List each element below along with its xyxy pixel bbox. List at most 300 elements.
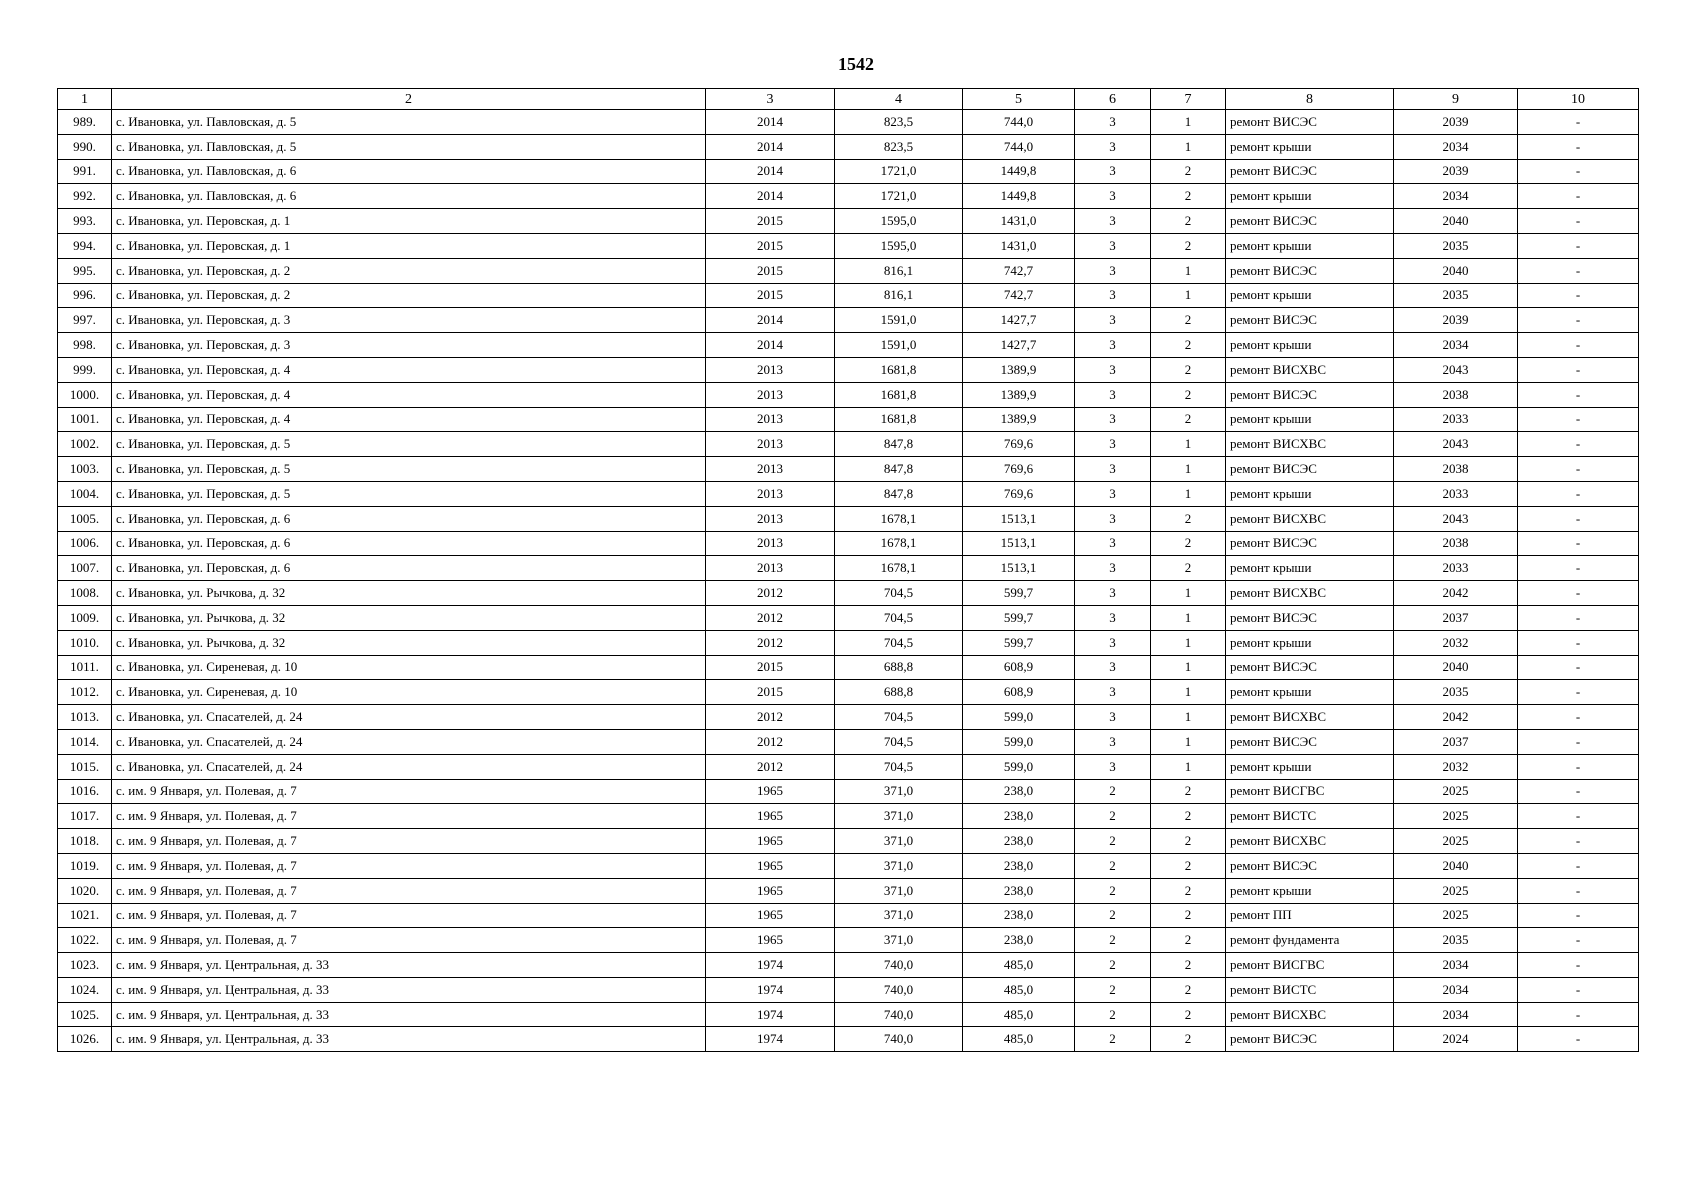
floors-cell: 3 [1075, 457, 1151, 482]
total-area-cell: 740,0 [835, 977, 963, 1002]
build-year-cell: 2012 [706, 581, 835, 606]
address-cell: с. Ивановка, ул. Рычкова, д. 32 [112, 605, 706, 630]
work-type-cell: ремонт крыши [1226, 481, 1394, 506]
entrances-cell: 2 [1151, 333, 1226, 358]
total-area-cell: 704,5 [835, 754, 963, 779]
work-type-cell: ремонт ВИСХВС [1226, 1002, 1394, 1027]
note-cell: - [1518, 432, 1639, 457]
floors-cell: 2 [1075, 829, 1151, 854]
row-number-cell: 997. [58, 308, 112, 333]
living-area-cell: 485,0 [963, 953, 1075, 978]
table-row [58, 432, 1639, 457]
note-cell: - [1518, 556, 1639, 581]
row-number-cell: 992. [58, 184, 112, 209]
build-year-cell: 2012 [706, 630, 835, 655]
work-type-cell: ремонт крыши [1226, 680, 1394, 705]
address-cell: с. Ивановка, ул. Спасателей, д. 24 [112, 729, 706, 754]
living-area-cell: 485,0 [963, 1027, 1075, 1052]
address-cell: с. Ивановка, ул. Перовская, д. 5 [112, 481, 706, 506]
note-cell: - [1518, 903, 1639, 928]
table-row [58, 333, 1639, 358]
row-number-cell: 1025. [58, 1002, 112, 1027]
entrances-cell: 1 [1151, 729, 1226, 754]
floors-cell: 3 [1075, 407, 1151, 432]
total-area-cell: 1591,0 [835, 333, 963, 358]
floors-cell: 3 [1075, 308, 1151, 333]
entrances-cell: 2 [1151, 233, 1226, 258]
floors-cell: 3 [1075, 110, 1151, 135]
entrances-cell: 1 [1151, 754, 1226, 779]
work-type-cell: ремонт ВИСХВС [1226, 432, 1394, 457]
note-cell: - [1518, 829, 1639, 854]
floors-cell: 3 [1075, 184, 1151, 209]
living-area-cell: 238,0 [963, 779, 1075, 804]
build-year-cell: 1974 [706, 977, 835, 1002]
work-type-cell: ремонт ВИСЭС [1226, 209, 1394, 234]
living-area-cell: 599,7 [963, 630, 1075, 655]
column-header: 7 [1151, 89, 1226, 110]
planned-year-cell: 2037 [1394, 605, 1518, 630]
planned-year-cell: 2038 [1394, 457, 1518, 482]
address-cell: с. Ивановка, ул. Спасателей, д. 24 [112, 754, 706, 779]
note-cell: - [1518, 333, 1639, 358]
note-cell: - [1518, 729, 1639, 754]
table-row [58, 853, 1639, 878]
work-type-cell: ремонт ВИСЭС [1226, 655, 1394, 680]
planned-year-cell: 2032 [1394, 754, 1518, 779]
table-row [58, 283, 1639, 308]
floors-cell: 3 [1075, 357, 1151, 382]
build-year-cell: 1965 [706, 804, 835, 829]
address-cell: с. Ивановка, ул. Перовская, д. 6 [112, 531, 706, 556]
living-area-cell: 1427,7 [963, 308, 1075, 333]
table-row [58, 258, 1639, 283]
build-year-cell: 1965 [706, 779, 835, 804]
entrances-cell: 2 [1151, 804, 1226, 829]
row-number-cell: 1009. [58, 605, 112, 630]
total-area-cell: 816,1 [835, 258, 963, 283]
note-cell: - [1518, 407, 1639, 432]
entrances-cell: 2 [1151, 903, 1226, 928]
entrances-cell: 1 [1151, 283, 1226, 308]
work-type-cell: ремонт ВИСГВС [1226, 779, 1394, 804]
note-cell: - [1518, 804, 1639, 829]
total-area-cell: 688,8 [835, 680, 963, 705]
build-year-cell: 2015 [706, 233, 835, 258]
table-row [58, 655, 1639, 680]
living-area-cell: 1431,0 [963, 209, 1075, 234]
floors-cell: 3 [1075, 134, 1151, 159]
total-area-cell: 816,1 [835, 283, 963, 308]
row-number-cell: 998. [58, 333, 112, 358]
living-area-cell: 1513,1 [963, 531, 1075, 556]
total-area-cell: 371,0 [835, 878, 963, 903]
work-type-cell: ремонт крыши [1226, 233, 1394, 258]
entrances-cell: 2 [1151, 506, 1226, 531]
work-type-cell: ремонт ВИСЭС [1226, 308, 1394, 333]
note-cell: - [1518, 283, 1639, 308]
address-cell: с. Ивановка, ул. Павловская, д. 6 [112, 159, 706, 184]
entrances-cell: 2 [1151, 209, 1226, 234]
table-row [58, 184, 1639, 209]
entrances-cell: 1 [1151, 110, 1226, 135]
address-cell: с. Ивановка, ул. Перовская, д. 2 [112, 283, 706, 308]
note-cell: - [1518, 357, 1639, 382]
note-cell: - [1518, 184, 1639, 209]
row-number-cell: 1016. [58, 779, 112, 804]
planned-year-cell: 2043 [1394, 357, 1518, 382]
table-row [58, 630, 1639, 655]
floors-cell: 3 [1075, 159, 1151, 184]
page-number: 1542 [838, 54, 874, 74]
planned-year-cell: 2039 [1394, 308, 1518, 333]
build-year-cell: 2013 [706, 506, 835, 531]
living-area-cell: 1513,1 [963, 506, 1075, 531]
address-cell: с. им. 9 Января, ул. Полевая, д. 7 [112, 878, 706, 903]
living-area-cell: 238,0 [963, 878, 1075, 903]
work-type-cell: ремонт ВИСЭС [1226, 382, 1394, 407]
work-type-cell: ремонт ВИСХВС [1226, 506, 1394, 531]
table-row [58, 953, 1639, 978]
living-area-cell: 1389,9 [963, 357, 1075, 382]
living-area-cell: 769,6 [963, 432, 1075, 457]
planned-year-cell: 2025 [1394, 878, 1518, 903]
address-cell: с. Ивановка, ул. Павловская, д. 5 [112, 110, 706, 135]
entrances-cell: 2 [1151, 1002, 1226, 1027]
total-area-cell: 371,0 [835, 779, 963, 804]
work-type-cell: ремонт ВИСГВС [1226, 953, 1394, 978]
floors-cell: 2 [1075, 977, 1151, 1002]
note-cell: - [1518, 457, 1639, 482]
table-row [58, 531, 1639, 556]
row-number-cell: 991. [58, 159, 112, 184]
living-area-cell: 238,0 [963, 829, 1075, 854]
table-row [58, 779, 1639, 804]
work-type-cell: ремонт крыши [1226, 878, 1394, 903]
build-year-cell: 2013 [706, 457, 835, 482]
build-year-cell: 2015 [706, 209, 835, 234]
note-cell: - [1518, 680, 1639, 705]
work-type-cell: ремонт ВИСХВС [1226, 581, 1394, 606]
note-cell: - [1518, 382, 1639, 407]
row-number-cell: 989. [58, 110, 112, 135]
total-area-cell: 740,0 [835, 953, 963, 978]
floors-cell: 2 [1075, 804, 1151, 829]
table-row [58, 233, 1639, 258]
entrances-cell: 2 [1151, 928, 1226, 953]
total-area-cell: 1678,1 [835, 556, 963, 581]
work-type-cell: ремонт ВИСЭС [1226, 110, 1394, 135]
build-year-cell: 2015 [706, 283, 835, 308]
living-area-cell: 599,7 [963, 605, 1075, 630]
planned-year-cell: 2034 [1394, 184, 1518, 209]
total-area-cell: 371,0 [835, 903, 963, 928]
planned-year-cell: 2025 [1394, 903, 1518, 928]
planned-year-cell: 2039 [1394, 159, 1518, 184]
table-row [58, 382, 1639, 407]
work-type-cell: ремонт ВИСЭС [1226, 1027, 1394, 1052]
build-year-cell: 2013 [706, 407, 835, 432]
living-area-cell: 599,0 [963, 729, 1075, 754]
build-year-cell: 2014 [706, 110, 835, 135]
address-cell: с. им. 9 Января, ул. Центральная, д. 33 [112, 953, 706, 978]
total-area-cell: 847,8 [835, 481, 963, 506]
table-row [58, 928, 1639, 953]
column-header: 2 [112, 89, 706, 110]
planned-year-cell: 2042 [1394, 705, 1518, 730]
build-year-cell: 2014 [706, 333, 835, 358]
total-area-cell: 371,0 [835, 928, 963, 953]
build-year-cell: 1965 [706, 928, 835, 953]
note-cell: - [1518, 308, 1639, 333]
total-area-cell: 1595,0 [835, 209, 963, 234]
build-year-cell: 1974 [706, 1027, 835, 1052]
note-cell: - [1518, 705, 1639, 730]
entrances-cell: 1 [1151, 457, 1226, 482]
row-number-cell: 1024. [58, 977, 112, 1002]
table-row [58, 977, 1639, 1002]
entrances-cell: 2 [1151, 779, 1226, 804]
address-cell: с. им. 9 Января, ул. Полевая, д. 7 [112, 779, 706, 804]
build-year-cell: 2013 [706, 531, 835, 556]
planned-year-cell: 2040 [1394, 853, 1518, 878]
total-area-cell: 823,5 [835, 134, 963, 159]
entrances-cell: 2 [1151, 953, 1226, 978]
total-area-cell: 823,5 [835, 110, 963, 135]
planned-year-cell: 2034 [1394, 333, 1518, 358]
work-type-cell: ремонт ВИСТС [1226, 977, 1394, 1002]
planned-year-cell: 2034 [1394, 977, 1518, 1002]
table-row [58, 159, 1639, 184]
floors-cell: 3 [1075, 680, 1151, 705]
living-area-cell: 1513,1 [963, 556, 1075, 581]
table-row [58, 878, 1639, 903]
table-row [58, 729, 1639, 754]
address-cell: с. Ивановка, ул. Перовская, д. 5 [112, 457, 706, 482]
build-year-cell: 2013 [706, 556, 835, 581]
build-year-cell: 2013 [706, 432, 835, 457]
build-year-cell: 2014 [706, 308, 835, 333]
planned-year-cell: 2040 [1394, 258, 1518, 283]
address-cell: с. Ивановка, ул. Перовская, д. 6 [112, 556, 706, 581]
column-header: 4 [835, 89, 963, 110]
note-cell: - [1518, 110, 1639, 135]
total-area-cell: 1721,0 [835, 159, 963, 184]
row-number-cell: 999. [58, 357, 112, 382]
work-type-cell: ремонт ВИСЭС [1226, 853, 1394, 878]
table-row [58, 754, 1639, 779]
build-year-cell: 1974 [706, 1002, 835, 1027]
build-year-cell: 1965 [706, 903, 835, 928]
table-row [58, 556, 1639, 581]
address-cell: с. им. 9 Января, ул. Полевая, д. 7 [112, 829, 706, 854]
total-area-cell: 1591,0 [835, 308, 963, 333]
table-row [58, 605, 1639, 630]
entrances-cell: 1 [1151, 432, 1226, 457]
total-area-cell: 371,0 [835, 829, 963, 854]
address-cell: с. Ивановка, ул. Перовская, д. 3 [112, 308, 706, 333]
living-area-cell: 608,9 [963, 680, 1075, 705]
work-type-cell: ремонт ВИСХВС [1226, 705, 1394, 730]
row-number-cell: 1002. [58, 432, 112, 457]
planned-year-cell: 2042 [1394, 581, 1518, 606]
living-area-cell: 742,7 [963, 258, 1075, 283]
work-type-cell: ремонт фундамента [1226, 928, 1394, 953]
column-header: 8 [1226, 89, 1394, 110]
build-year-cell: 1965 [706, 829, 835, 854]
table-row [58, 357, 1639, 382]
planned-year-cell: 2035 [1394, 928, 1518, 953]
row-number-cell: 995. [58, 258, 112, 283]
planned-year-cell: 2025 [1394, 829, 1518, 854]
table-row [58, 1027, 1639, 1052]
table-row [58, 110, 1639, 135]
work-type-cell: ремонт ВИСХВС [1226, 829, 1394, 854]
note-cell: - [1518, 1027, 1639, 1052]
entrances-cell: 2 [1151, 184, 1226, 209]
row-number-cell: 1010. [58, 630, 112, 655]
planned-year-cell: 2040 [1394, 655, 1518, 680]
floors-cell: 3 [1075, 506, 1151, 531]
address-cell: с. Ивановка, ул. Перовская, д. 4 [112, 382, 706, 407]
entrances-cell: 2 [1151, 556, 1226, 581]
column-header: 9 [1394, 89, 1518, 110]
floors-cell: 2 [1075, 878, 1151, 903]
row-number-cell: 1023. [58, 953, 112, 978]
entrances-cell: 1 [1151, 605, 1226, 630]
entrances-cell: 1 [1151, 581, 1226, 606]
floors-cell: 3 [1075, 556, 1151, 581]
total-area-cell: 1678,1 [835, 531, 963, 556]
living-area-cell: 1431,0 [963, 233, 1075, 258]
floors-cell: 2 [1075, 903, 1151, 928]
row-number-cell: 1012. [58, 680, 112, 705]
address-cell: с. Ивановка, ул. Павловская, д. 5 [112, 134, 706, 159]
entrances-cell: 2 [1151, 977, 1226, 1002]
total-area-cell: 704,5 [835, 581, 963, 606]
entrances-cell: 1 [1151, 481, 1226, 506]
planned-year-cell: 2040 [1394, 209, 1518, 234]
planned-year-cell: 2034 [1394, 1002, 1518, 1027]
planned-year-cell: 2035 [1394, 233, 1518, 258]
note-cell: - [1518, 134, 1639, 159]
floors-cell: 2 [1075, 928, 1151, 953]
total-area-cell: 371,0 [835, 853, 963, 878]
row-number-cell: 1015. [58, 754, 112, 779]
total-area-cell: 371,0 [835, 804, 963, 829]
address-cell: с. Ивановка, ул. Спасателей, д. 24 [112, 705, 706, 730]
floors-cell: 3 [1075, 333, 1151, 358]
build-year-cell: 2015 [706, 258, 835, 283]
address-cell: с. Ивановка, ул. Рычкова, д. 32 [112, 630, 706, 655]
total-area-cell: 1681,8 [835, 357, 963, 382]
address-cell: с. Ивановка, ул. Павловская, д. 6 [112, 184, 706, 209]
table-row [58, 804, 1639, 829]
floors-cell: 2 [1075, 853, 1151, 878]
entrances-cell: 1 [1151, 258, 1226, 283]
build-year-cell: 2012 [706, 705, 835, 730]
entrances-cell: 2 [1151, 357, 1226, 382]
column-header: 5 [963, 89, 1075, 110]
build-year-cell: 2013 [706, 382, 835, 407]
entrances-cell: 2 [1151, 159, 1226, 184]
total-area-cell: 704,5 [835, 630, 963, 655]
row-number-cell: 1017. [58, 804, 112, 829]
work-type-cell: ремонт ВИСЭС [1226, 729, 1394, 754]
total-area-cell: 704,5 [835, 605, 963, 630]
work-type-cell: ремонт ВИСЭС [1226, 258, 1394, 283]
address-cell: с. им. 9 Января, ул. Полевая, д. 7 [112, 928, 706, 953]
work-type-cell: ремонт крыши [1226, 407, 1394, 432]
living-area-cell: 744,0 [963, 110, 1075, 135]
note-cell: - [1518, 506, 1639, 531]
work-type-cell: ремонт крыши [1226, 630, 1394, 655]
floors-cell: 3 [1075, 581, 1151, 606]
row-number-cell: 1021. [58, 903, 112, 928]
address-cell: с. Ивановка, ул. Перовская, д. 1 [112, 209, 706, 234]
living-area-cell: 238,0 [963, 928, 1075, 953]
row-number-cell: 1013. [58, 705, 112, 730]
living-area-cell: 238,0 [963, 804, 1075, 829]
address-cell: с. Ивановка, ул. Перовская, д. 1 [112, 233, 706, 258]
note-cell: - [1518, 159, 1639, 184]
work-type-cell: ремонт ВИСТС [1226, 804, 1394, 829]
note-cell: - [1518, 630, 1639, 655]
column-header: 3 [706, 89, 835, 110]
table-header-row [58, 89, 1639, 110]
table-row [58, 581, 1639, 606]
table-row [58, 506, 1639, 531]
row-number-cell: 1026. [58, 1027, 112, 1052]
planned-year-cell: 2043 [1394, 432, 1518, 457]
row-number-cell: 1007. [58, 556, 112, 581]
note-cell: - [1518, 233, 1639, 258]
row-number-cell: 993. [58, 209, 112, 234]
table-row [58, 903, 1639, 928]
planned-year-cell: 2024 [1394, 1027, 1518, 1052]
floors-cell: 3 [1075, 655, 1151, 680]
floors-cell: 2 [1075, 1002, 1151, 1027]
table-row [58, 481, 1639, 506]
floors-cell: 3 [1075, 233, 1151, 258]
floors-cell: 3 [1075, 605, 1151, 630]
entrances-cell: 2 [1151, 853, 1226, 878]
build-year-cell: 2013 [706, 481, 835, 506]
row-number-cell: 1001. [58, 407, 112, 432]
note-cell: - [1518, 953, 1639, 978]
build-year-cell: 1974 [706, 953, 835, 978]
work-type-cell: ремонт крыши [1226, 556, 1394, 581]
address-cell: с. Ивановка, ул. Сиреневая, д. 10 [112, 655, 706, 680]
address-cell: с. им. 9 Января, ул. Центральная, д. 33 [112, 1027, 706, 1052]
row-number-cell: 1000. [58, 382, 112, 407]
build-year-cell: 2013 [706, 357, 835, 382]
living-area-cell: 769,6 [963, 481, 1075, 506]
row-number-cell: 990. [58, 134, 112, 159]
note-cell: - [1518, 209, 1639, 234]
table-row [58, 209, 1639, 234]
planned-year-cell: 2035 [1394, 283, 1518, 308]
address-cell: с. Ивановка, ул. Сиреневая, д. 10 [112, 680, 706, 705]
work-type-cell: ремонт крыши [1226, 134, 1394, 159]
note-cell: - [1518, 977, 1639, 1002]
table-row [58, 457, 1639, 482]
floors-cell: 3 [1075, 481, 1151, 506]
planned-year-cell: 2034 [1394, 134, 1518, 159]
row-number-cell: 1018. [58, 829, 112, 854]
note-cell: - [1518, 531, 1639, 556]
work-type-cell: ремонт ВИСЭС [1226, 531, 1394, 556]
